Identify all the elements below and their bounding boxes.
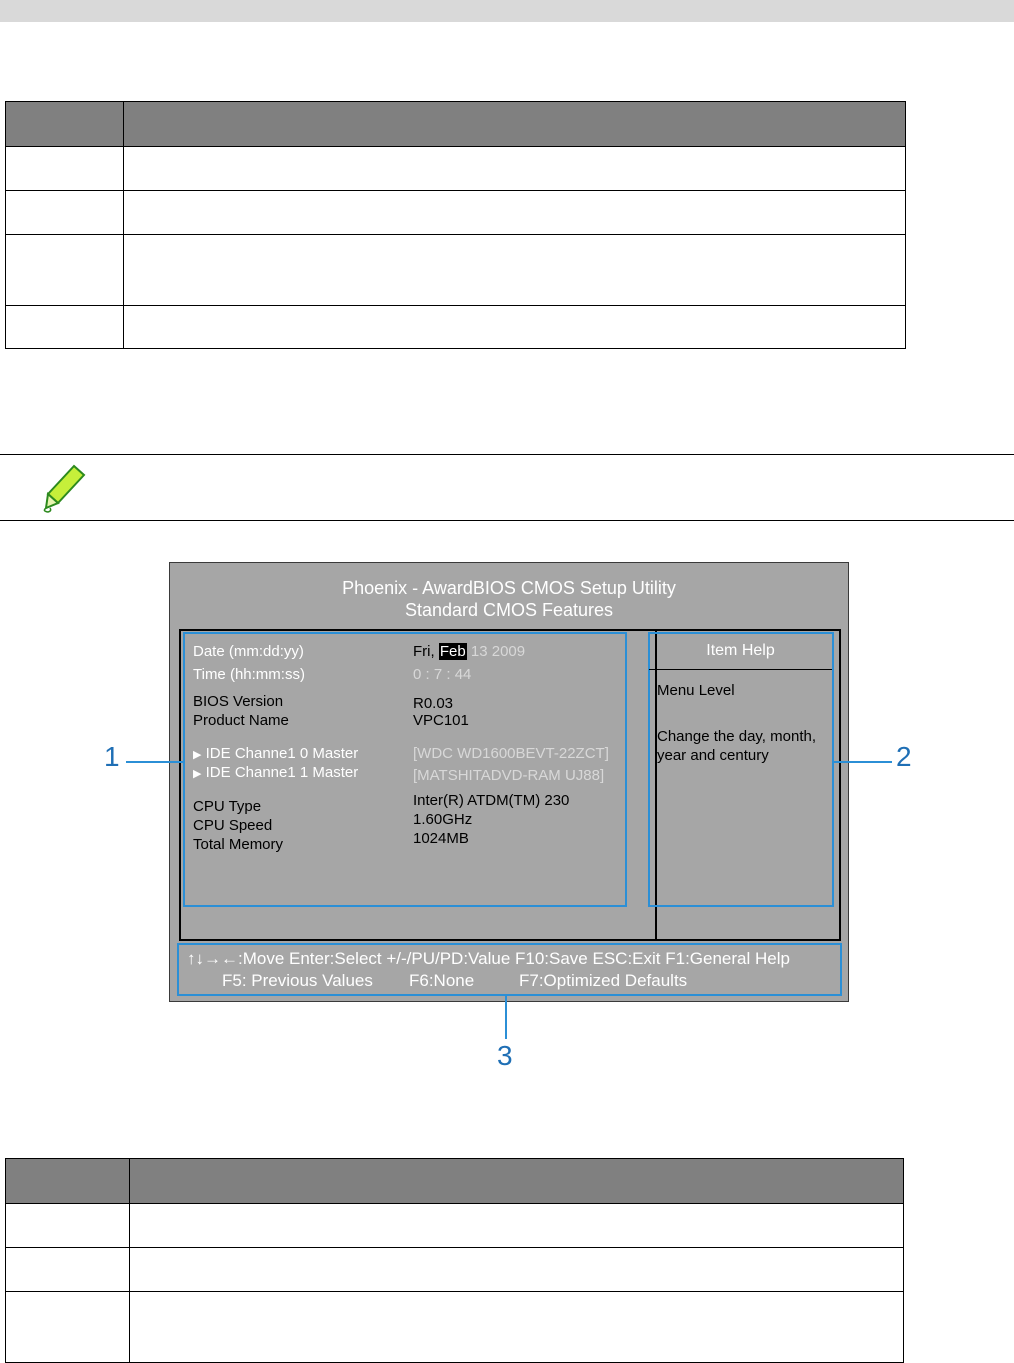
menu-level-label: Menu Level — [657, 682, 735, 699]
footer-f7: F7:Optimized Defaults — [519, 971, 688, 990]
table-cell — [6, 306, 124, 349]
table-cell — [130, 1248, 904, 1292]
note-top-rule — [0, 454, 1014, 455]
table-header-row — [6, 102, 906, 147]
note-bottom-rule — [0, 520, 1014, 521]
bios-title — [170, 577, 848, 621]
time-value[interactable]: 0 : 7 : 44 — [413, 666, 472, 683]
bios-version-value: R0.03 — [413, 695, 454, 712]
date-month-selected[interactable]: Feb — [439, 643, 466, 660]
table-row — [6, 1248, 904, 1292]
date-day: Fri, — [413, 643, 435, 660]
top-table — [5, 101, 906, 349]
callout-2-line — [834, 761, 892, 763]
help-text-line1: Change the day, month, — [657, 728, 816, 745]
table-header-cell — [6, 102, 124, 147]
product-name-value: VPC101 — [413, 712, 469, 729]
time-label: Time (hh:mm:ss) — [193, 666, 305, 683]
table-row — [6, 191, 906, 235]
table-cell — [130, 1204, 904, 1248]
table-cell — [124, 191, 906, 235]
table-row — [6, 235, 906, 306]
submenu-arrow-icon: ▶ — [193, 768, 202, 780]
footer-f6: F6:None — [409, 971, 475, 990]
table-cell — [6, 147, 124, 191]
ide1-item[interactable] — [193, 763, 358, 784]
ide1-value: [MATSHITADVD-RAM UJ88] — [413, 767, 605, 784]
submenu-arrow-icon: ▶ — [193, 749, 202, 761]
table-header-cell — [6, 1159, 130, 1204]
callout-3-line — [505, 996, 507, 1039]
table-header-cell — [124, 102, 906, 147]
product-name-label: Product Name — [193, 712, 289, 729]
table-cell — [124, 147, 906, 191]
ide0-value: [WDC WD1600BEVT-22ZCT] — [413, 745, 609, 762]
table-row — [6, 1292, 904, 1363]
table-cell — [6, 235, 124, 306]
bios-title-line1: Phoenix - AwardBIOS CMOS Setup Utility — [342, 578, 676, 598]
ide0-label: IDE Channe1 0 Master — [205, 745, 359, 762]
pencil-icon — [38, 462, 90, 514]
table-header-row — [6, 1159, 904, 1204]
total-memory-value: 1024MB — [413, 830, 469, 847]
table-cell — [124, 235, 906, 306]
ide1-label: IDE Channe1 1 Master — [205, 764, 359, 781]
callout-2: 2 — [896, 741, 912, 772]
table-header-cell — [130, 1159, 904, 1204]
table-cell — [6, 1292, 130, 1363]
table-row — [6, 147, 906, 191]
bottom-table — [5, 1158, 904, 1363]
help-title-rule — [649, 669, 832, 670]
help-panel-highlight — [648, 632, 834, 907]
cpu-type-label: CPU Type — [193, 798, 262, 815]
table-row — [6, 306, 906, 349]
bios-version-label: BIOS Version — [193, 693, 284, 710]
help-text-line2: year and century — [657, 747, 769, 764]
total-memory-label: Total Memory — [193, 836, 284, 853]
footer-keys-line1: ↑↓→←:Move Enter:Select +/-/PU/PD:Value F10:Save ESC:Exit F1:General Help — [187, 949, 790, 968]
table-cell — [6, 1248, 130, 1292]
table-cell — [6, 191, 124, 235]
item-help-title: Item Help — [706, 642, 775, 659]
date-label: Date (mm:dd:yy) — [193, 643, 304, 660]
cpu-speed-label: CPU Speed — [193, 817, 273, 834]
bios-title-line2: Standard CMOS Features — [404, 600, 614, 620]
cpu-speed-value: 1.60GHz — [413, 811, 473, 828]
date-value[interactable] — [413, 642, 525, 661]
table-row — [6, 1204, 904, 1248]
table-cell — [130, 1292, 904, 1363]
cpu-type-value: Inter(R) ATDM(TM) 230 — [413, 792, 570, 809]
table-cell — [6, 1204, 130, 1248]
callout-3: 3 — [497, 1040, 513, 1071]
page-header-bar — [0, 0, 1014, 22]
date-rest: 13 2009 — [470, 643, 526, 660]
callout-1-line — [126, 761, 183, 763]
table-cell — [124, 306, 906, 349]
ide0-item[interactable] — [193, 744, 358, 765]
callout-1: 1 — [104, 741, 120, 772]
footer-f5: F5: Previous Values — [222, 971, 373, 990]
